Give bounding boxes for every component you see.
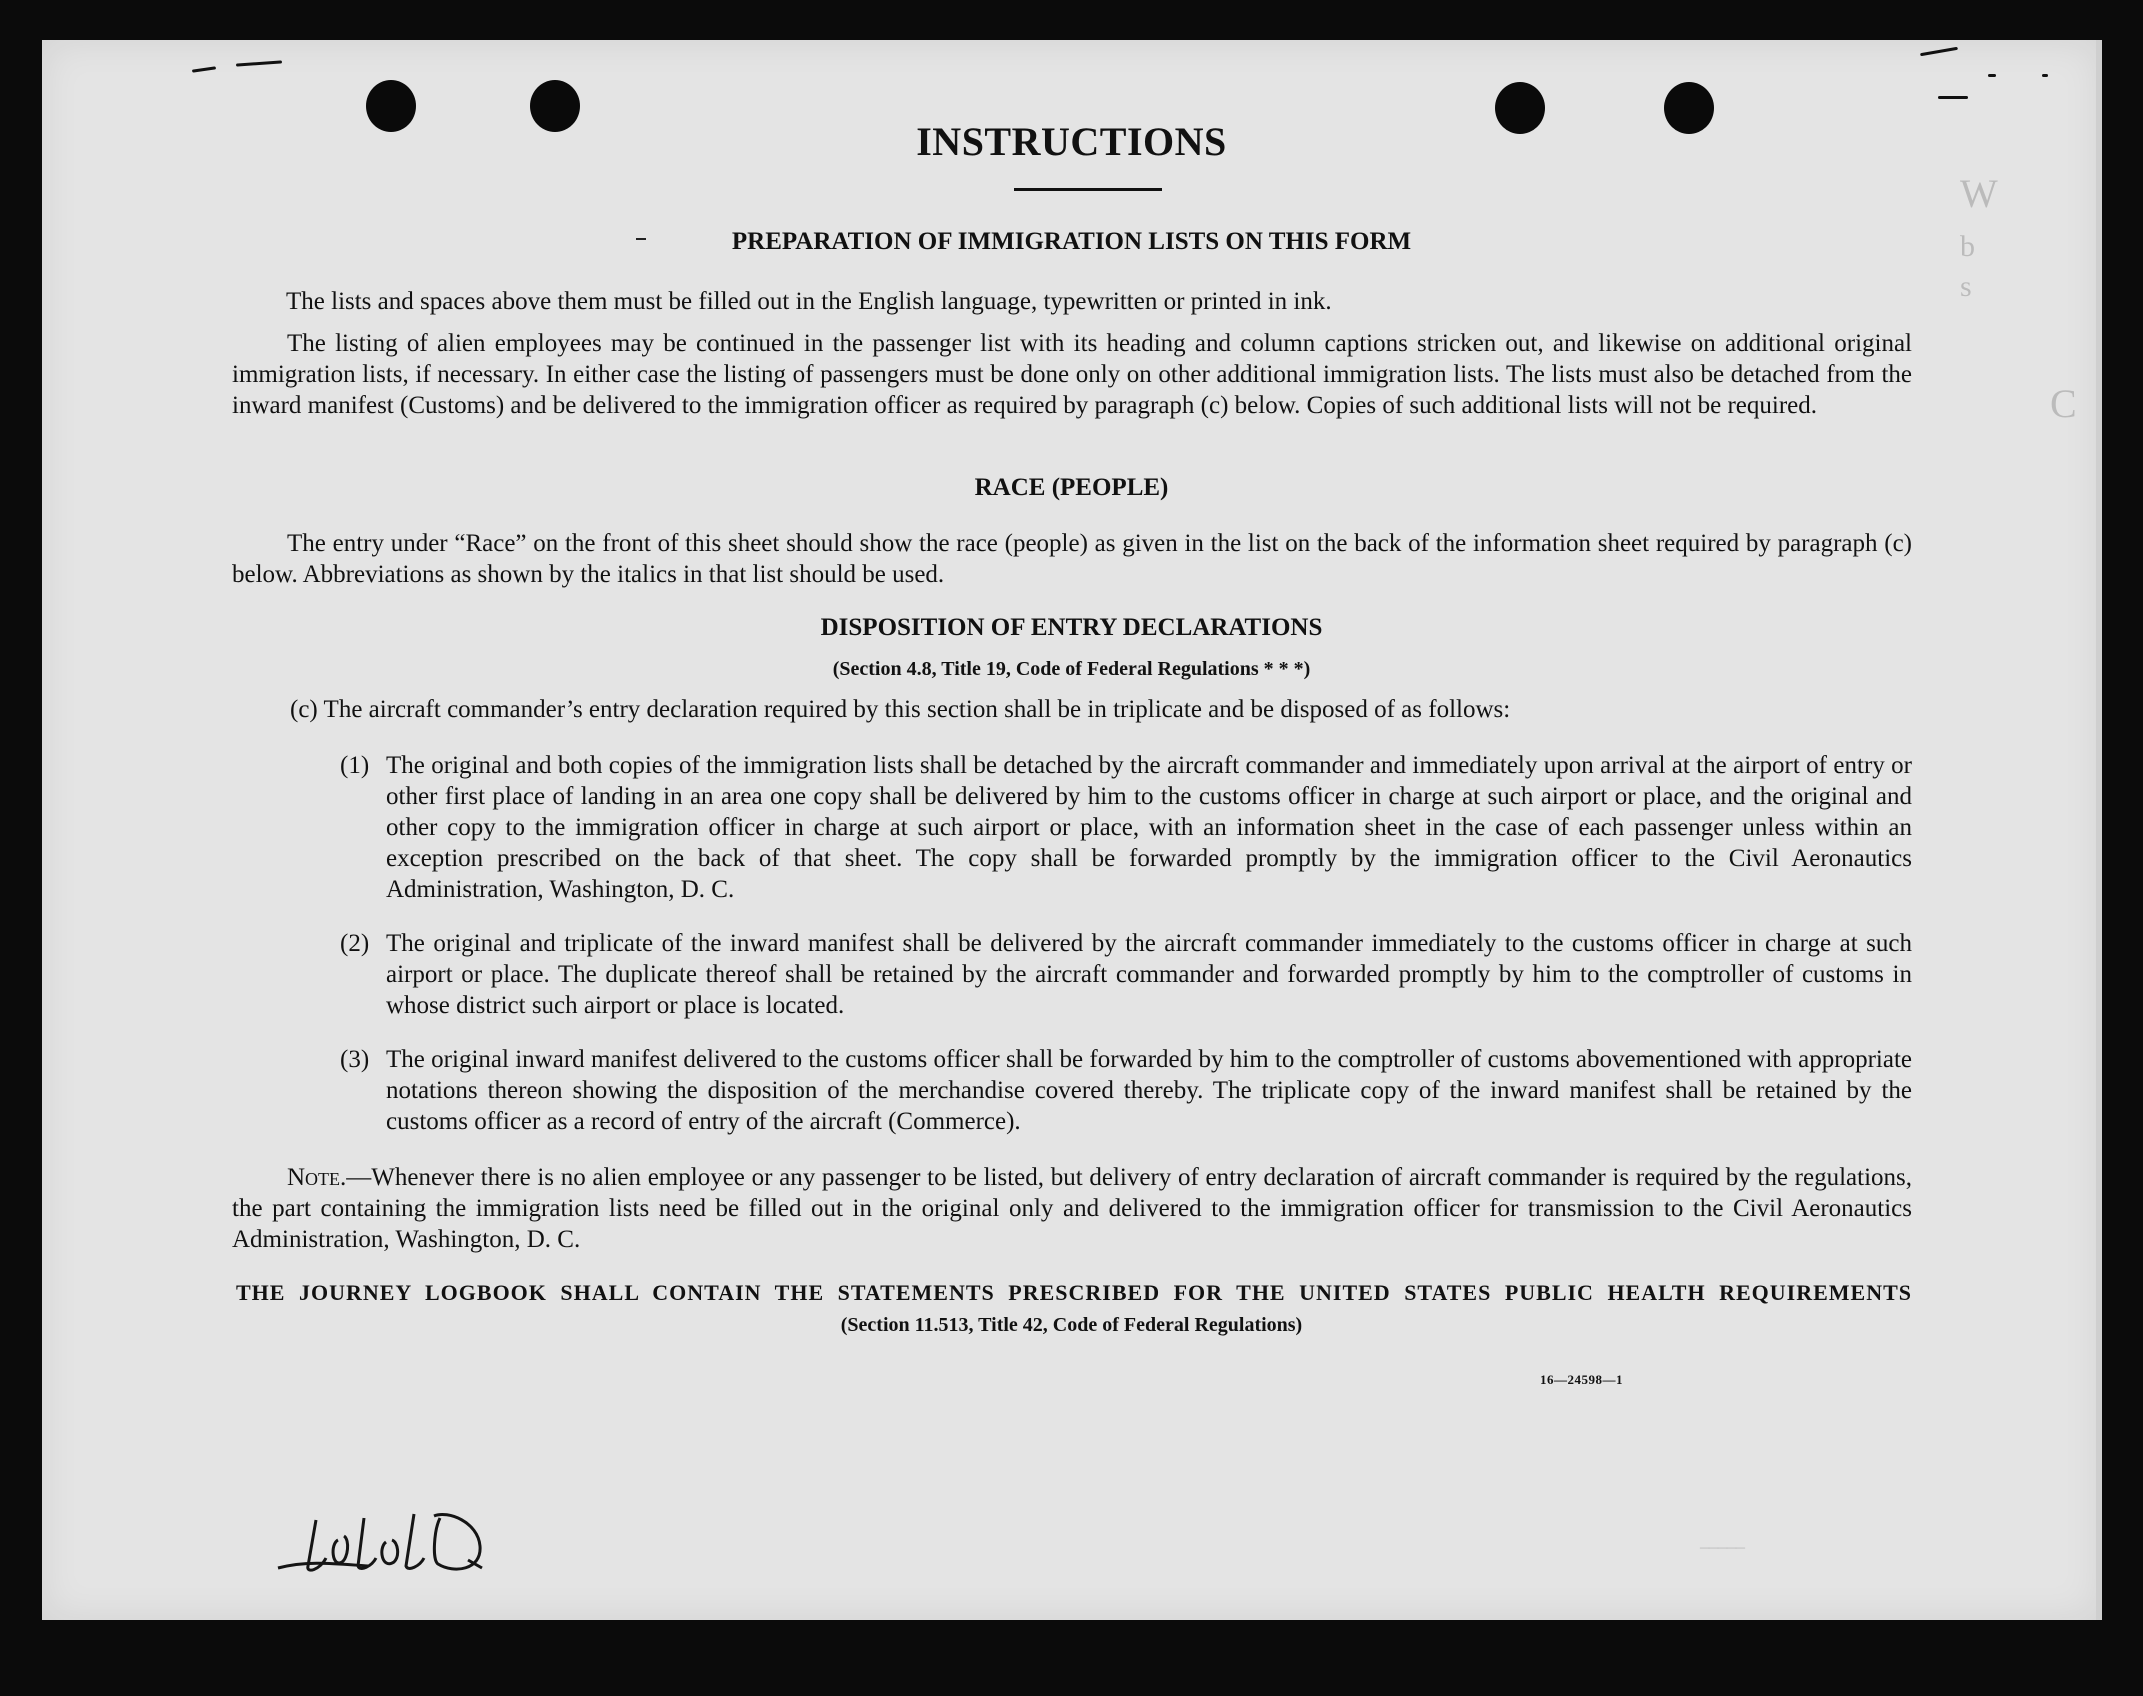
stray-mark: [2042, 74, 2048, 77]
item-text-2: [386, 928, 1912, 1021]
item-number-3: (3): [340, 1046, 370, 1073]
section-heading-race: RACE (PEOPLE): [974, 474, 1169, 501]
paragraph-entry-declaration: (c) The aircraft commander’s entry declaration required by this section shall be in triplicate and be disposed of as follows:: [290, 696, 1511, 723]
note-text: —Whenever there is no alien employee or any passenger to be listed, but delivery of entry declaration of aircraft commander is required by the regulations, the part containing the immigration lists need be filled out in the original only and delivered to the immigration officer for transmission to the Civil Aeronautics Administration, Washington, D. C.: [232, 1164, 1912, 1253]
page-title: INSTRUCTIONS: [916, 119, 1227, 164]
show-through: C: [2050, 381, 2077, 426]
citation-title-42: (Section 11.513, Title 42, Code of Federal Regulations): [840, 1314, 1303, 1336]
show-through: _____: [1700, 1530, 1745, 1550]
item-number-1: (1): [340, 752, 370, 779]
show-through: W: [1960, 171, 1998, 216]
section-heading-disposition: DISPOSITION OF ENTRY DECLARATIONS: [820, 614, 1323, 641]
paragraph-language: The lists and spaces above them must be filled out in the English language, typewritten or printed in ink.: [286, 288, 1332, 315]
stray-mark: [1988, 74, 1996, 77]
paragraph-alien-employees: The listing of alien employees may be continued in the passenger list with its heading and column captions stricken out, and likewise on additional original immigration lists, if necessary. In either case the listing of passengers must be done only on other additional immigration lists. The lists must also be detached from the inward manifest (Customs) and be delivered to the immigration officer as required by paragraph (c) below. Copies of such additional lists will not be required.: [232, 330, 1912, 419]
note-paragraph: [232, 1162, 1912, 1255]
item-text-1: [386, 750, 1912, 905]
paragraph-race: The entry under “Race” on the front of this sheet should show the race (people) as given in the list on the back of the information sheet required by paragraph (c) below. Abbreviations as shown by the italics in that list should be used.: [232, 530, 1912, 588]
show-through: b: [1960, 230, 1975, 263]
form-number: 16—24598—1: [1540, 1372, 1623, 1387]
paper-edge: [2096, 40, 2102, 1620]
section-heading-preparation: PREPARATION OF IMMIGRATION LISTS ON THIS FORM: [731, 228, 1412, 255]
handwritten-signature: [268, 1500, 528, 1590]
title-underline: [1014, 188, 1162, 191]
item-text-3: [386, 1044, 1912, 1137]
item-number-2: (2): [340, 930, 370, 957]
citation-title-19: (Section 4.8, Title 19, Code of Federal Regulations * * *): [832, 658, 1311, 680]
logbook-statement: THE JOURNEY LOGBOOK SHALL CONTAIN THE STATEMENTS PRESCRIBED FOR THE UNITED STATES PUBLIC HEALTH REQUIREMENTS: [236, 1280, 1912, 1305]
item-text-1-content: The original and both copies of the immigration lists shall be detached by the aircraft commander and immediately upon arrival at the airport of entry or other first place of landing in an area one copy shall be delivered by him to the customs officer in charge at such airport or place, and the original and other copy to the immigration officer in charge at such airport or place, with an information sheet in the case of each passenger unless within an exception prescribed on the back of that sheet. The copy shall be forwarded promptly by the immigration officer to the Civil Aeronautics Administration, Washington, D. C.: [386, 752, 1912, 903]
stray-mark: [1938, 96, 1968, 99]
show-through: s: [1960, 270, 1972, 303]
note-label: Note.: [287, 1164, 347, 1191]
item-text-3-content: The original inward manifest delivered to the customs officer shall be forwarded by him to the comptroller of customs abovementioned with appropriate notations thereon showing the disposition of the merchandise covered thereby. The triplicate copy of the inward manifest shall be retained by the customs officer as a record of entry of the aircraft (Commerce).: [386, 1046, 1912, 1135]
item-text-2-content: The original and triplicate of the inward manifest shall be delivered by the aircraft commander immediately to the customs officer in charge at such airport or place. The duplicate thereof shall be retained by the aircraft commander and forwarded promptly by him to the comptroller of customs in whose district such airport or place is located.: [386, 930, 1912, 1019]
